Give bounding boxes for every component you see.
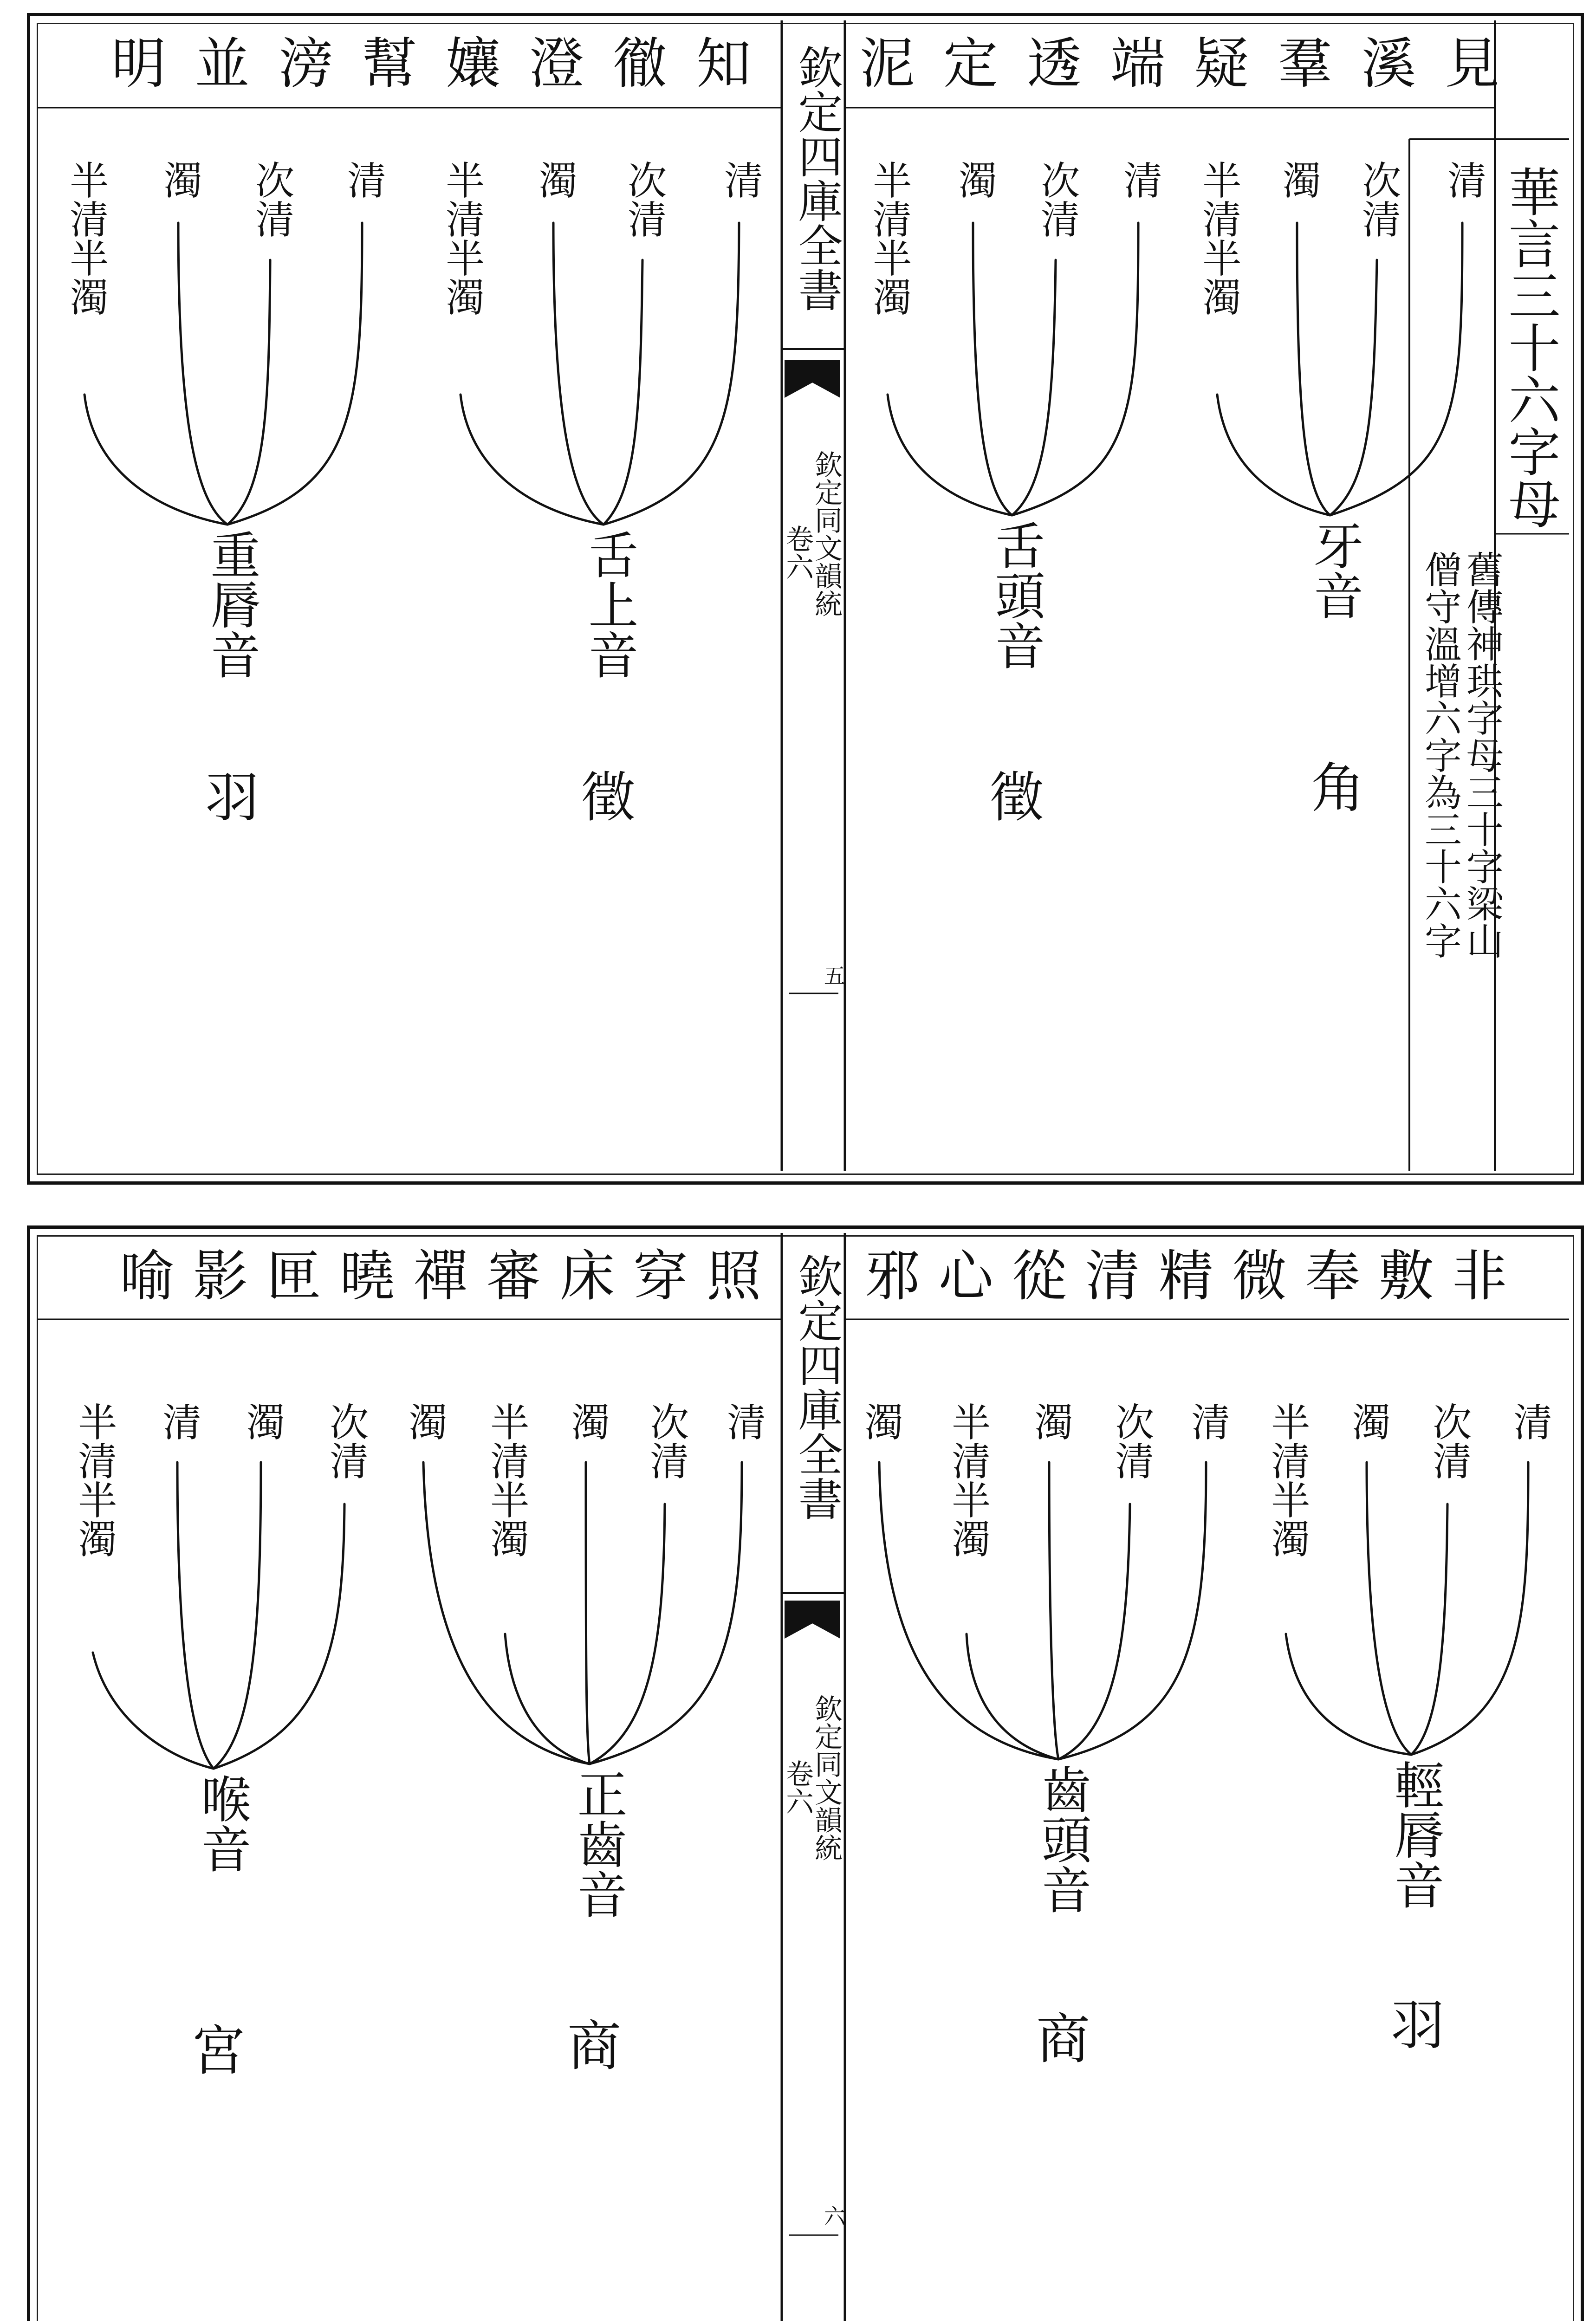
group-note: 徵 xyxy=(581,766,635,829)
group-note: 徵 xyxy=(990,766,1044,829)
label-ciqing: 次清 xyxy=(621,160,667,238)
label-zhuo: 濁 xyxy=(240,1402,285,1441)
label-banqing-banzhuo: 半清半濁 xyxy=(63,160,109,316)
title-note-col2: 僧守溫增六字為三十六字 xyxy=(1418,551,1462,959)
label-ciqing: 次清 xyxy=(643,1402,689,1480)
label-banqing-banzhuo: 半清半濁 xyxy=(439,160,485,316)
label-qing: 清 xyxy=(1117,160,1163,199)
group-name: 齒頭音 xyxy=(1033,1764,1091,1914)
gutter-page-number: 六 xyxy=(821,2205,846,2226)
gutter-title: 欽定四庫全書 xyxy=(791,1253,843,1521)
label-ciqing: 次清 xyxy=(1426,1402,1472,1480)
group-name: 正齒音 xyxy=(569,1769,627,1919)
title-note-col1: 舊傳神珙字母三十字梁山 xyxy=(1460,551,1504,959)
label-qing: 清 xyxy=(1185,1402,1231,1441)
label-qing: 清 xyxy=(156,1402,202,1441)
label-zhuo: 濁 xyxy=(564,1402,610,1441)
gutter-book-title: 欽定同文韻統 xyxy=(810,1694,843,1861)
group-note: 宮 xyxy=(191,2020,245,2082)
label-zhuo-2: 濁 xyxy=(858,1402,904,1441)
header-row-bottom-right: 邪心從清精微奉敷非 xyxy=(865,1244,1525,1308)
group-note: 羽 xyxy=(1391,1994,1445,2057)
header-row-top-left: 明並滂幫孃澄徹知 xyxy=(111,32,780,96)
group-name: 舌上音 xyxy=(580,529,638,680)
label-banqing-banzhuo: 半清半濁 xyxy=(484,1402,530,1558)
gutter-title: 欽定四庫全書 xyxy=(791,45,843,312)
gutter-volume: 卷六 xyxy=(781,1759,814,1815)
header-row-top-right: 泥定透端疑羣溪見 xyxy=(860,32,1529,96)
group-name: 重脣音 xyxy=(202,529,260,680)
label-qing: 清 xyxy=(1507,1402,1553,1441)
group-name: 輕脣音 xyxy=(1386,1759,1444,1910)
gutter-page-number: 五 xyxy=(821,965,846,986)
label-banqing-banzhuo: 半清半濁 xyxy=(1196,160,1242,316)
label-ciqing: 次清 xyxy=(323,1402,369,1480)
group-note: 羽 xyxy=(205,766,259,829)
label-zhuo: 濁 xyxy=(1028,1402,1074,1441)
label-qing: 清 xyxy=(718,160,764,199)
label-qing: 清 xyxy=(341,160,387,199)
group-name: 喉音 xyxy=(193,1773,251,1874)
group-note: 角 xyxy=(1311,757,1365,820)
label-ciqing: 次清 xyxy=(1109,1402,1155,1480)
group-note: 商 xyxy=(567,2015,621,2078)
label-zhuo: 濁 xyxy=(1345,1402,1391,1441)
group-note: 商 xyxy=(1036,2008,1090,2071)
group-name: 牙音 xyxy=(1305,520,1363,620)
label-zhuo: 濁 xyxy=(157,160,203,199)
label-zhuo: 濁 xyxy=(1276,160,1322,199)
label-ciqing: 次清 xyxy=(1034,160,1080,238)
gutter-book-title: 欽定同文韻統 xyxy=(810,450,843,617)
label-banqing-banzhuo: 半清半濁 xyxy=(945,1402,991,1558)
label-qing: 清 xyxy=(720,1402,766,1441)
header-row-bottom-left: 喻影匣曉禪審床穿照 xyxy=(119,1244,780,1308)
label-banqing-banzhuo: 半清半濁 xyxy=(1265,1402,1311,1558)
group-name: 舌頭音 xyxy=(986,520,1045,670)
label-zhuo: 濁 xyxy=(952,160,998,199)
label-ciqing: 次清 xyxy=(249,160,295,238)
label-zhuo: 濁 xyxy=(532,160,578,199)
label-zhuo-2: 濁 xyxy=(402,1402,448,1441)
label-ciqing: 次清 xyxy=(1356,160,1401,238)
label-banqing-banzhuo: 半清半濁 xyxy=(866,160,912,316)
gutter-volume: 卷六 xyxy=(781,525,814,580)
label-banqing-banzhuo: 半清半濁 xyxy=(71,1402,117,1558)
label-qing: 清 xyxy=(1441,160,1487,199)
page-title: 華言三十六字母 xyxy=(1500,165,1560,529)
